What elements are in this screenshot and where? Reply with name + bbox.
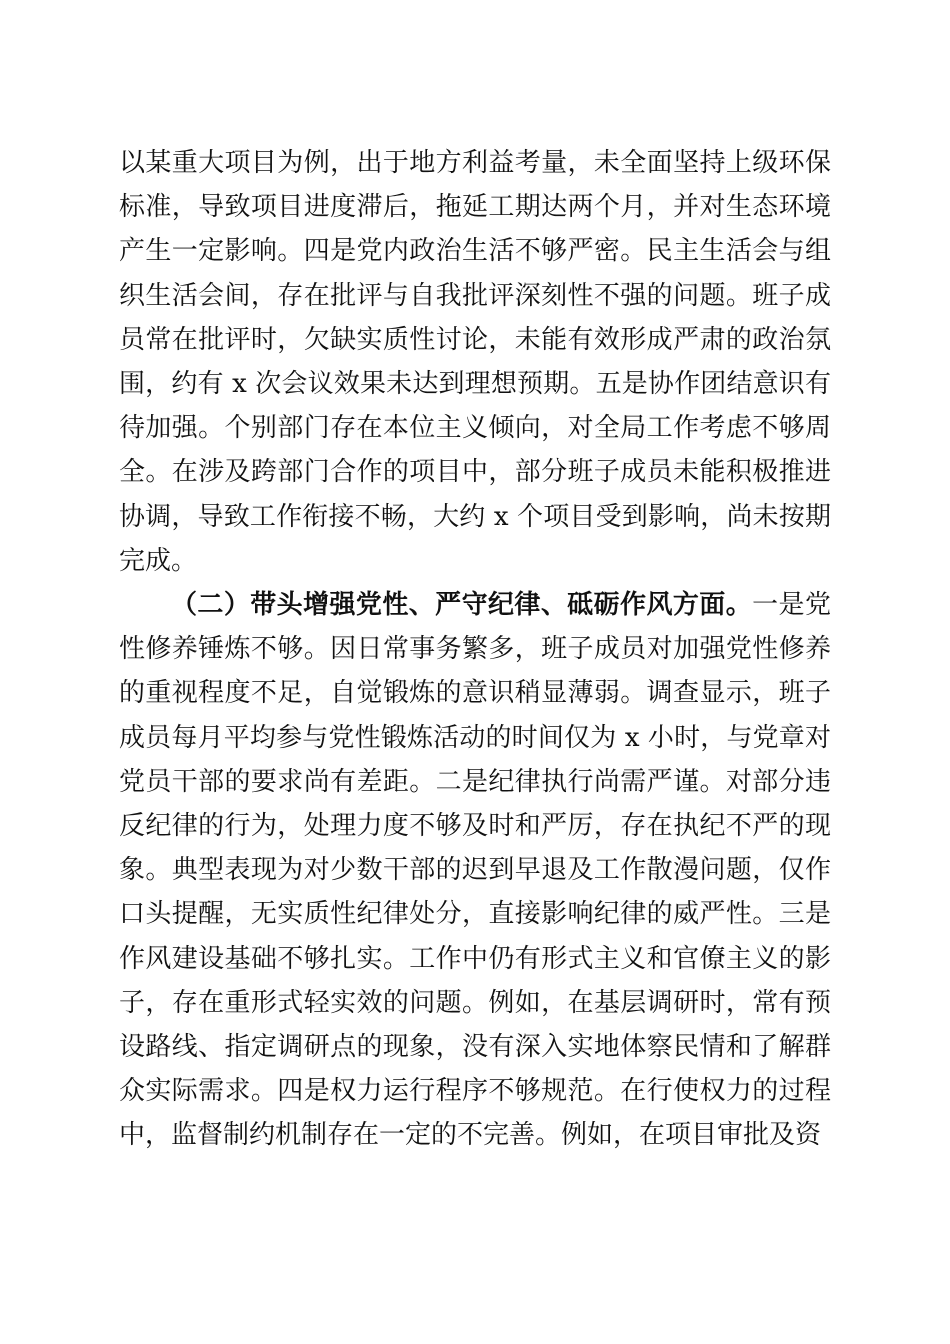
section-heading: （二）带头增强党性、严守纪律、砥砺作风方面。	[171, 590, 753, 621]
paragraph-2	[119, 583, 831, 1158]
paragraph-1	[119, 141, 831, 583]
paragraph-2-text: 一是党性修养锤炼不够。因日常事务繁多，班子成员对加强党性修养的重视程度不足，自觉锻炼的意识稍显薄弱。调查显示，班子成员每月平均参与党性锻炼活动的时间仅为 x 小时，与党章对党员干部的要求尚有差距。二是纪律执行尚需严谨。对部分违反纪律的行为，处理力度不够及时和严厉，存在执纪不严的现象。典型表现为对少数干部的迟到早退及工作散漫问题，仅作口头提醒，无实质性纪律处分，直接影响纪律的威严性。三是作风建设基础不够扎实。工作中仍有形式主义和官僚主义的影子，存在重形式轻实效的问题。例如，在基层调研时，常有预设路线、指定调研点的现象，没有深入实地体察民情和了解群众实际需求。四是权力运行程序不够规范。在行使权力的过程中，监督制约机制存在一定的不完善。例如，在项目审批及资	[119, 590, 831, 1151]
paragraph-1-text: 以某重大项目为例，出于地方利益考量，未全面坚持上级环保标准，导致项目进度滞后，拖延工期达两个月，并对生态环境产生一定影响。四是党内政治生活不够严密。民主生活会与组织生活会间，存在批评与自我批评深刻性不强的问题。班子成员常在批评时，欠缺实质性讨论，未能有效形成严肃的政治氛围，约有 x 次会议效果未达到理想预期。五是协作团结意识有待加强。个别部门存在本位主义倾向，对全局工作考虑不够周全。在涉及跨部门合作的项目中，部分班子成员未能积极推进协调，导致工作衔接不畅，大约 x 个项目受到影响，尚未按期完成。	[119, 148, 831, 576]
document-body	[119, 141, 831, 1158]
